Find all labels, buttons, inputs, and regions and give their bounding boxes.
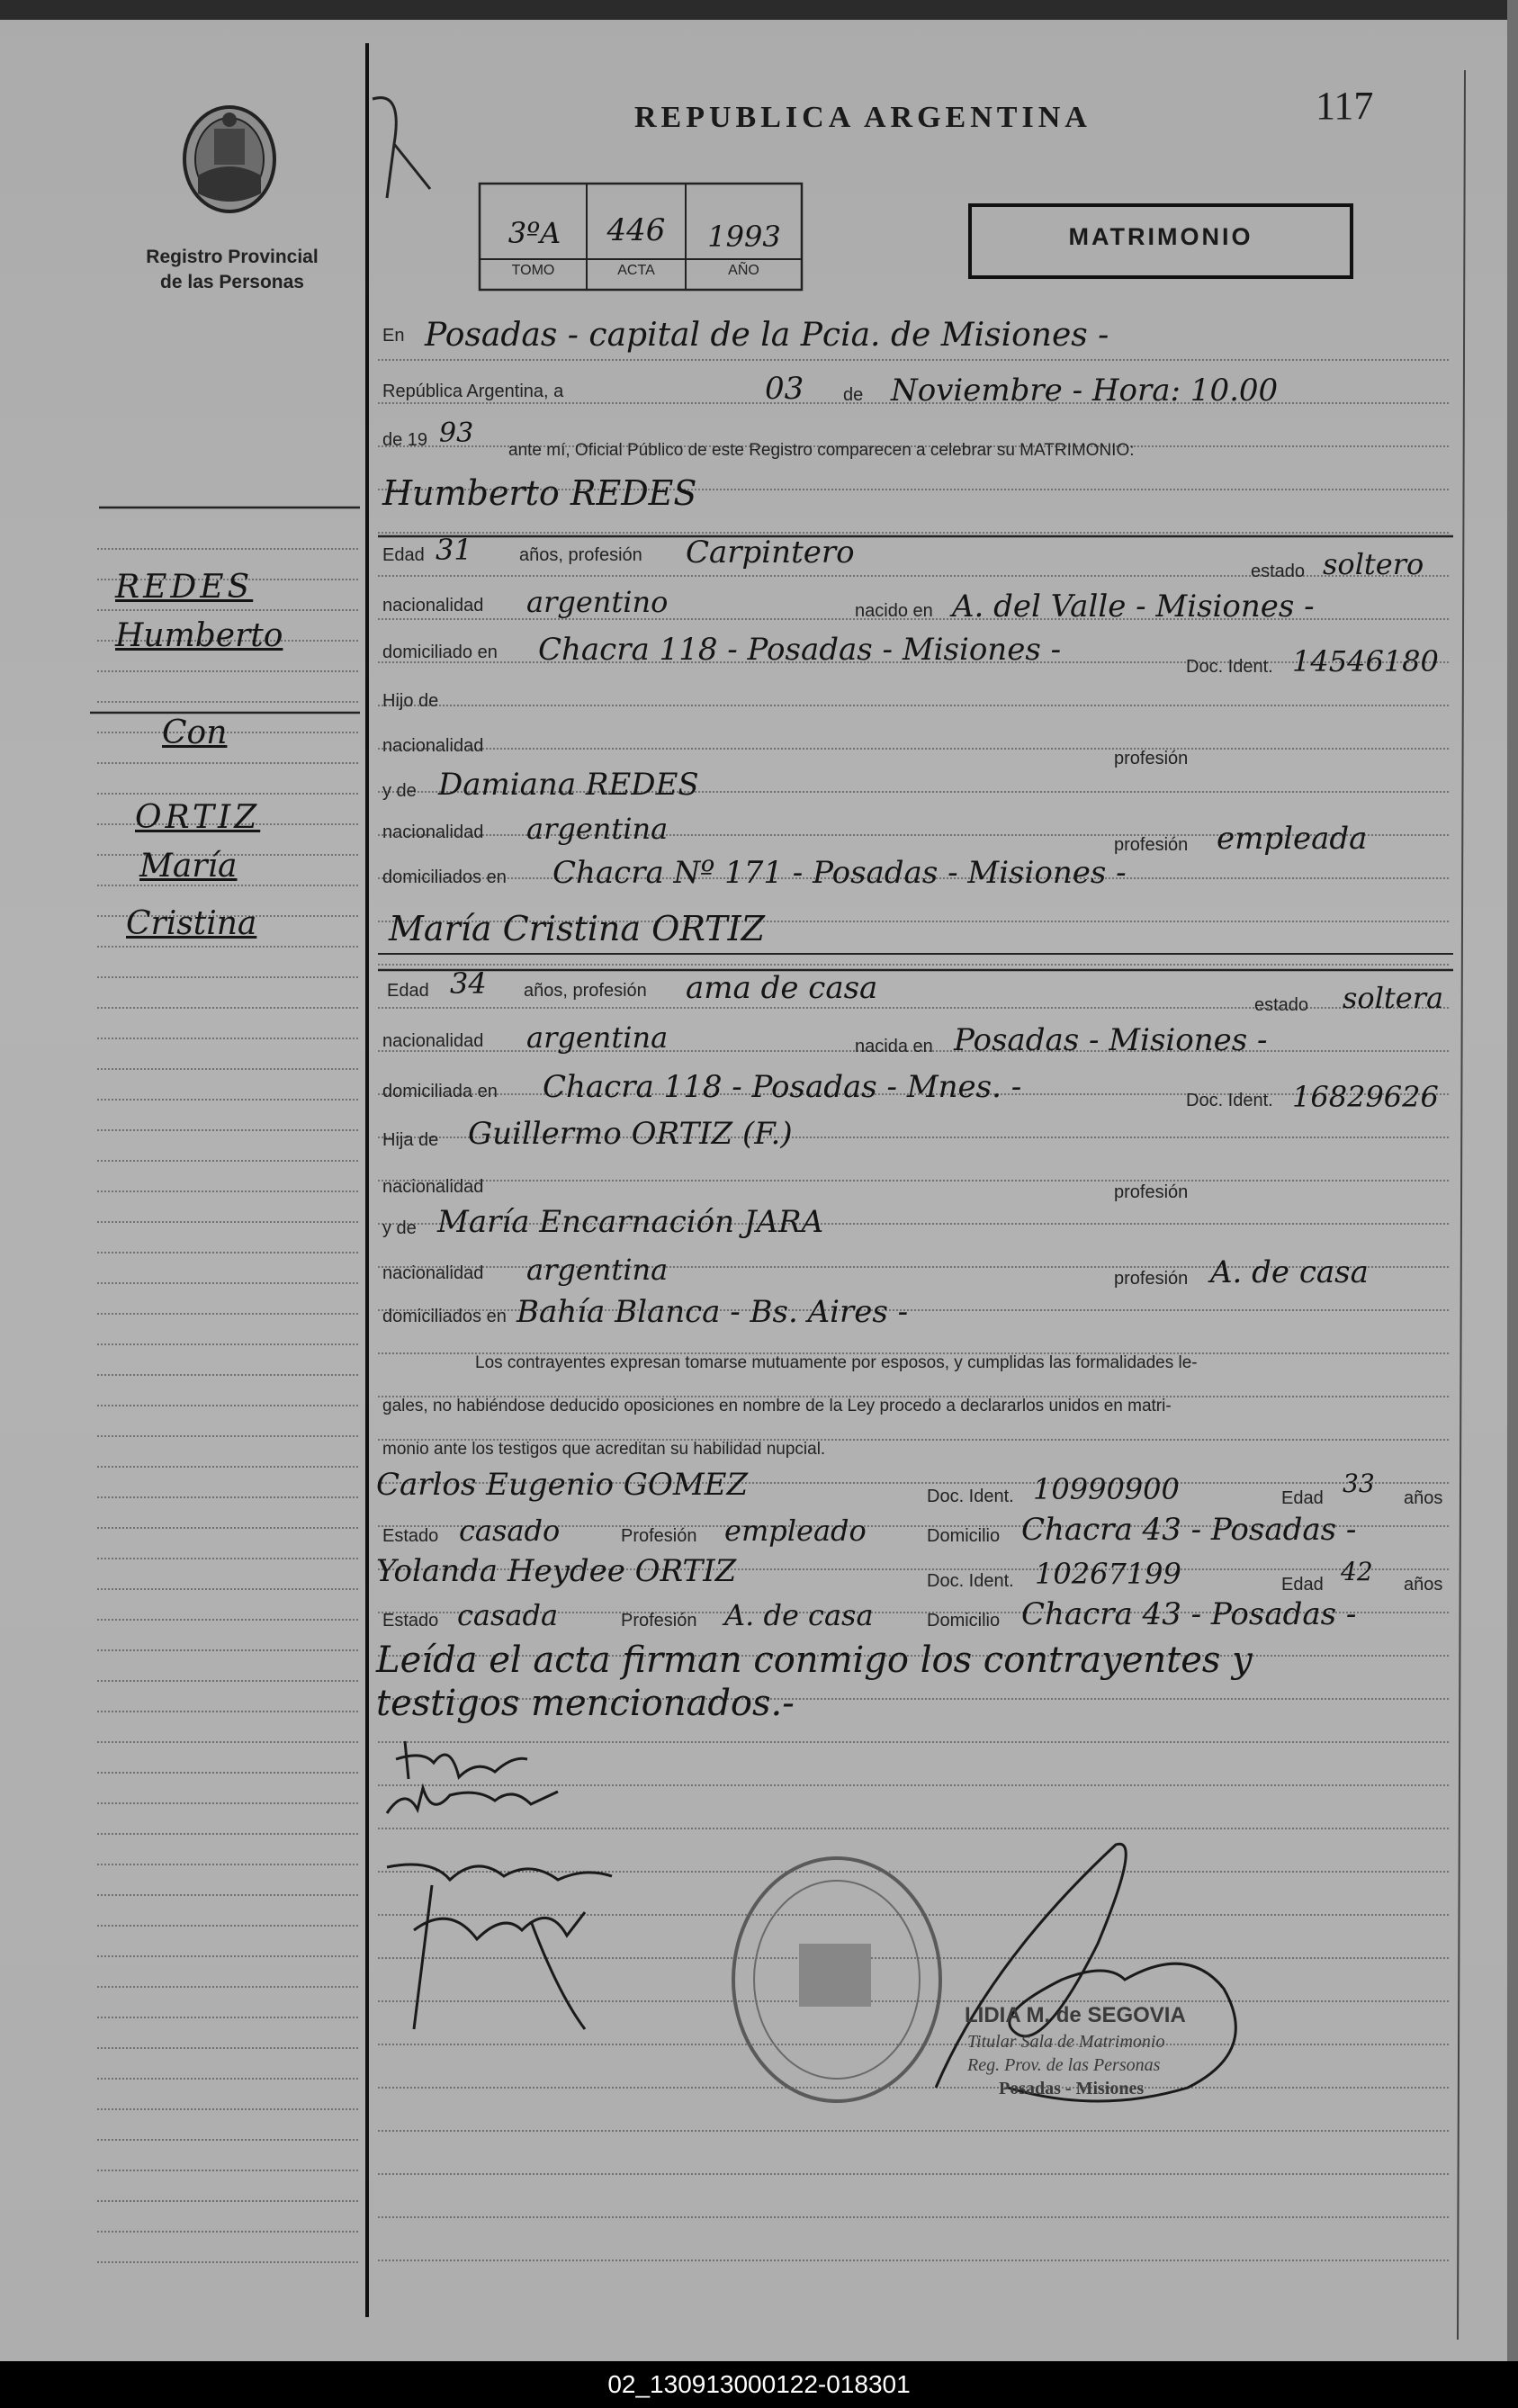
bride-domicile: Chacra 118 - Posadas - Mnes. -: [543, 1069, 1022, 1105]
bride-nacionalidad-label: nacionalidad: [382, 1031, 484, 1051]
groom-age: 31: [436, 533, 472, 567]
witness2-doc-label: Doc. Ident.: [927, 1571, 1014, 1591]
witness1-profession: empleado: [724, 1514, 867, 1548]
bride-edad-label: Edad: [387, 981, 429, 1001]
tomo-value: 3ºA: [507, 216, 561, 250]
bride-mother-nat: argentina: [526, 1253, 669, 1287]
witness2-domicilio-label: Domicilio: [927, 1611, 1001, 1631]
footer-file-id: 02_130913000122-018301: [0, 2361, 1518, 2408]
check-mark-icon: [367, 90, 439, 207]
bride-nacida-label: nacida en: [855, 1037, 933, 1056]
witness1-domicile: Chacra 43 - Posadas -: [1021, 1512, 1357, 1548]
witness2-age: 42: [1341, 1557, 1373, 1586]
bride-father-nat-label: nacionalidad: [382, 1177, 484, 1197]
year-suffix: 93: [439, 418, 474, 449]
country-heading: REPUBLICA ARGENTINA: [634, 101, 1091, 134]
en-label: En: [382, 326, 405, 346]
witness1-profesion-label: Profesión: [621, 1526, 697, 1546]
bride-nationality: argentina: [526, 1020, 669, 1055]
anio-label: AÑO: [728, 263, 759, 278]
groom-estado-label: estado: [1251, 562, 1306, 581]
witness1-doc: 10990900: [1033, 1472, 1180, 1506]
bride-age: 34: [450, 966, 487, 1001]
witness1-estado: casado: [459, 1514, 561, 1548]
witness2-estado: casada: [457, 1598, 559, 1632]
groom-edad-label: Edad: [382, 545, 425, 565]
groom-name: Humberto REDES: [382, 473, 697, 513]
year-prefix: de 19: [382, 430, 428, 450]
page-number: 117: [1316, 84, 1374, 128]
groom-profession: Carpintero: [686, 535, 855, 571]
coat-of-arms-seal: [171, 103, 288, 220]
bride-parents-dom-label: domiciliados en: [382, 1307, 507, 1326]
witness2-doc: 10267199: [1035, 1557, 1181, 1591]
groom-parents-dom-label: domiciliados en: [382, 867, 507, 887]
groom-father-prof-label: profesión: [1114, 749, 1189, 768]
groom-father-nat-label: nacionalidad: [382, 736, 484, 756]
stamp-location: Posadas - Misiones: [999, 2079, 1145, 2098]
groom-doc: 14546180: [1292, 644, 1439, 678]
office-name-line1: Registro Provincial: [146, 247, 319, 267]
bride-mother-nat-label: nacionalidad: [382, 1263, 484, 1283]
bride-father-label: Hija de: [382, 1130, 439, 1150]
bride-name: María Cristina ORTIZ: [389, 909, 765, 948]
tomo-label: TOMO: [511, 263, 555, 278]
month-time-value: Noviembre - Hora: 10.00: [891, 373, 1279, 409]
stamp-title: Titular Sala de Matrimonio: [967, 2032, 1165, 2052]
witness1-estado-label: Estado: [382, 1526, 439, 1546]
bride-father-prof-label: profesión: [1114, 1182, 1189, 1202]
witness2-edad-label: Edad: [1281, 1575, 1324, 1595]
groom-estado: soltero: [1323, 547, 1424, 581]
groom-mother-prof: empleada: [1217, 821, 1368, 857]
witness1-doc-label: Doc. Ident.: [927, 1487, 1014, 1506]
witness1-name: Carlos Eugenio GOMEZ: [376, 1467, 749, 1503]
groom-nacido-label: nacido en: [855, 601, 933, 621]
office-name-line2: de las Personas: [160, 272, 304, 292]
margin-surname-groom: REDES: [115, 569, 254, 606]
witness2-profession: A. de casa: [724, 1598, 874, 1632]
witness2-name: Yolanda Heydee ORTIZ: [376, 1553, 737, 1589]
place-value: Posadas - capital de la Pcia. de Misiones -: [425, 317, 1109, 354]
bride-profession: ama de casa: [686, 970, 878, 1006]
bride-mother: María Encarnación JARA: [437, 1204, 824, 1240]
margin-given-groom: Humberto: [115, 617, 283, 654]
groom-nacionalidad-label: nacionalidad: [382, 596, 484, 615]
anio-value: 1993: [707, 220, 781, 254]
groom-birthplace: A. del Valle - Misiones -: [952, 589, 1315, 624]
bride-mother-label: y de: [382, 1218, 417, 1238]
witness1-domicilio-label: Domicilio: [927, 1526, 1001, 1546]
groom-mother-label: y de: [382, 781, 417, 801]
declaration-line2: gales, no habiéndose deducido oposiciones en nombre de la Ley procedo a declararlos unidos en matri-: [382, 1397, 1172, 1415]
witness2-anios-label: años: [1404, 1575, 1443, 1595]
margin-given-bride-1: María: [139, 848, 238, 885]
bride-doc-label: Doc. Ident.: [1186, 1091, 1273, 1110]
margin-surname-bride: ORTIZ: [135, 799, 261, 836]
bride-estado-label: estado: [1254, 995, 1309, 1015]
bride-estado: soltera: [1343, 981, 1444, 1015]
bride-father: Guillermo ORTIZ (F.): [468, 1116, 793, 1152]
margin-given-bride-2: Cristina: [126, 905, 257, 942]
bride-mother-prof-label: profesión: [1114, 1269, 1189, 1289]
acta-value: 446: [606, 212, 666, 248]
declaration-line1: Los contrayentes expresan tomarse mutuamente por esposos, y cumplidas las formalidades le-: [475, 1353, 1198, 1372]
stamp-name: LIDIA M. de SEGOVIA: [965, 2003, 1186, 2027]
groom-domicile: Chacra 118 - Posadas - Misiones -: [538, 632, 1062, 668]
declaration-line3: monio ante los testigos que acreditan su habilidad nupcial.: [382, 1440, 826, 1459]
groom-mother: Damiana REDES: [438, 767, 699, 803]
groom-mother-prof-label: profesión: [1114, 835, 1189, 855]
bride-anios-profesion-label: años, profesión: [524, 981, 647, 1001]
witness2-domicile: Chacra 43 - Posadas -: [1021, 1596, 1357, 1632]
bride-birthplace: Posadas - Misiones -: [954, 1022, 1268, 1058]
groom-father-label: Hijo de: [382, 691, 439, 711]
republica-label: República Argentina, a: [382, 382, 564, 401]
stamp-office: Reg. Prov. de las Personas: [967, 2055, 1161, 2075]
bride-doc: 16829626: [1292, 1080, 1439, 1114]
bride-mother-prof: A. de casa: [1210, 1254, 1369, 1290]
groom-mother-nat: argentina: [526, 812, 669, 846]
groom-parents-dom: Chacra Nº 171 - Posadas - Misiones -: [552, 855, 1127, 891]
closing-line2: testigos mencionados.-: [376, 1683, 795, 1724]
bride-domiciliada-label: domiciliada en: [382, 1082, 498, 1101]
bride-parents-dom: Bahía Blanca - Bs. Aires -: [516, 1294, 909, 1330]
groom-bride-signatures: [369, 1723, 603, 1831]
intro-statement: ante mí, Oficial Público de este Registro comparecen a celebrar su MATRIMONIO:: [508, 441, 1135, 460]
groom-doc-label: Doc. Ident.: [1186, 657, 1273, 677]
groom-domiciliado-label: domiciliado en: [382, 642, 498, 662]
document-type: MATRIMONIO: [1068, 223, 1253, 250]
groom-anios-profesion-label: años, profesión: [519, 545, 642, 565]
acta-label: ACTA: [617, 263, 655, 278]
de-label: de: [843, 385, 864, 405]
closing-line1: Leída el acta firman conmigo los contrayentes y: [376, 1640, 1253, 1681]
groom-mother-nat-label: nacionalidad: [382, 822, 484, 842]
witness2-profesion-label: Profesión: [621, 1611, 697, 1631]
witnesses-signatures: [378, 1849, 666, 2047]
day-value: 03: [765, 371, 804, 407]
groom-nationality: argentino: [526, 585, 669, 619]
margin-con: Con: [162, 714, 228, 751]
witness1-anios-label: años: [1404, 1488, 1443, 1508]
witness2-estado-label: Estado: [382, 1611, 439, 1631]
witness1-age: 33: [1343, 1469, 1375, 1498]
witness1-edad-label: Edad: [1281, 1488, 1324, 1508]
